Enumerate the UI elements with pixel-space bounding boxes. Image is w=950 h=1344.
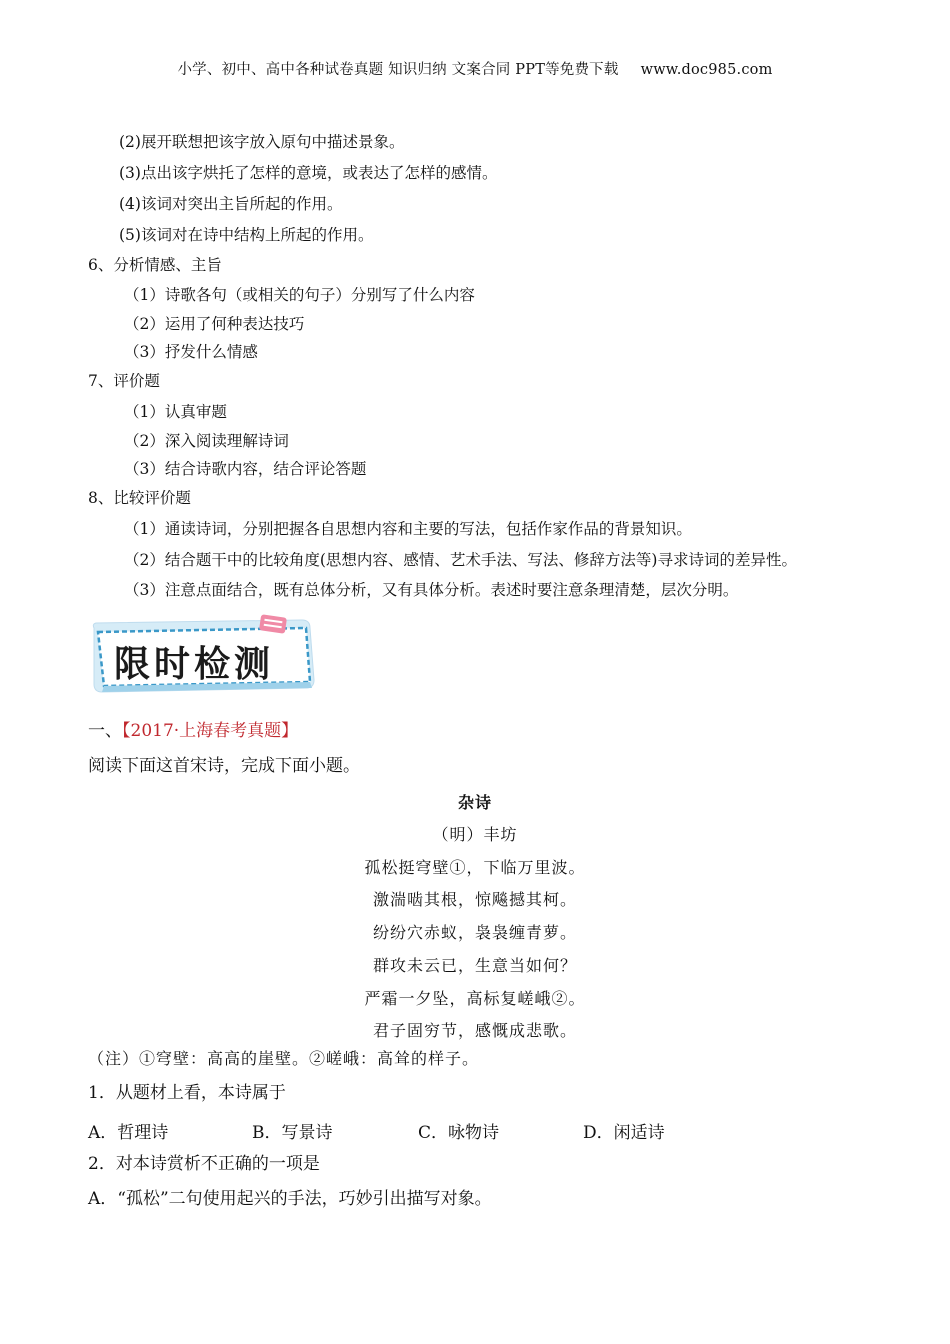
header-text: 小学、初中、高中各种试卷真题 知识归纳 文案合同 PPT等免费下载 bbox=[177, 62, 619, 78]
exam-heading bbox=[88, 721, 298, 741]
exam-source: 【2017·上海春考真题】 bbox=[122, 721, 299, 741]
poem-line: 群攻未云已，生意当如何？ bbox=[372, 956, 577, 975]
question-2-stem: 2．对本诗赏析不正确的一项是 bbox=[88, 1154, 320, 1174]
step-item: (2)展开联想把该字放入原句中描述景象。 bbox=[119, 133, 405, 151]
section-6-item: （2）运用了何种表达技巧 bbox=[124, 315, 305, 333]
timed-test-banner bbox=[88, 614, 328, 696]
poem-title: 杂诗 bbox=[457, 793, 492, 812]
step-item: (4)该词对突出主旨所起的作用。 bbox=[119, 195, 343, 213]
header-url[interactable]: www.doc985.com bbox=[640, 62, 773, 78]
section-7-item: （3）结合诗歌内容，结合评论答题 bbox=[124, 460, 367, 478]
section-8-item: （2）结合题干中的比较角度(思想内容、感情、艺术手法、写法、修辞方法等)寻求诗词的差异性。 bbox=[124, 551, 797, 569]
step-item: (3)点出该字烘托了怎样的意境，或表达了怎样的感情。 bbox=[119, 164, 498, 182]
exam-prefix: 一、 bbox=[88, 721, 122, 741]
poem-line: 孤松挺穹壁①，下临万里波。 bbox=[364, 858, 586, 877]
question-1-option-c[interactable]: C．咏物诗 bbox=[418, 1123, 500, 1143]
section-8-item: （1）通读诗词，分别把握各自思想内容和主要的写法，包括作家作品的背景知识。 bbox=[124, 520, 692, 538]
question-1-option-a[interactable]: A．哲理诗 bbox=[88, 1123, 169, 1143]
question-1-option-b[interactable]: B．写景诗 bbox=[252, 1123, 333, 1143]
step-item: (5)该词对在诗中结构上所起的作用。 bbox=[119, 226, 374, 244]
poem-line: 纷纷穴赤蚁，袅袅缠青萝。 bbox=[372, 923, 577, 942]
section-7-title: 7、评价题 bbox=[88, 372, 160, 390]
banner-title: 限时检测 bbox=[114, 644, 275, 685]
question-1-stem: 1．从题材上看，本诗属于 bbox=[88, 1083, 286, 1103]
poem-note: （注）①穹壁：高高的崖壁。②嵯峨：高耸的样子。 bbox=[88, 1049, 480, 1068]
section-8-item: （3）注意点面结合，既有总体分析，又有具体分析。表述时要注意条理清楚，层次分明。 bbox=[124, 581, 739, 599]
section-7-item: （1）认真审题 bbox=[124, 403, 227, 421]
exam-instruction: 阅读下面这首宋诗，完成下面小题。 bbox=[88, 756, 360, 776]
section-6-item: （1）诗歌各句（或相关的句子）分别写了什么内容 bbox=[124, 286, 475, 304]
poem-author: （明）丰坊 bbox=[432, 825, 518, 844]
section-6-item: （3）抒发什么情感 bbox=[124, 343, 258, 361]
page-header bbox=[0, 58, 950, 79]
poem-line: 严霜一夕坠，高标复嵯峨②。 bbox=[364, 989, 586, 1008]
question-1-option-d[interactable]: D．闲适诗 bbox=[583, 1123, 665, 1143]
section-6-title: 6、分析情感、主旨 bbox=[88, 256, 222, 274]
poem-line: 君子固穷节，感慨成悲歌。 bbox=[372, 1021, 577, 1040]
section-8-title: 8、比较评价题 bbox=[88, 489, 191, 507]
poem-line: 激湍啮其根，惊飚撼其柯。 bbox=[372, 890, 577, 909]
section-7-item: （2）深入阅读理解诗词 bbox=[124, 432, 289, 450]
question-2-option-a[interactable]: A．“孤松”二句使用起兴的手法，巧妙引出描写对象。 bbox=[88, 1189, 492, 1209]
